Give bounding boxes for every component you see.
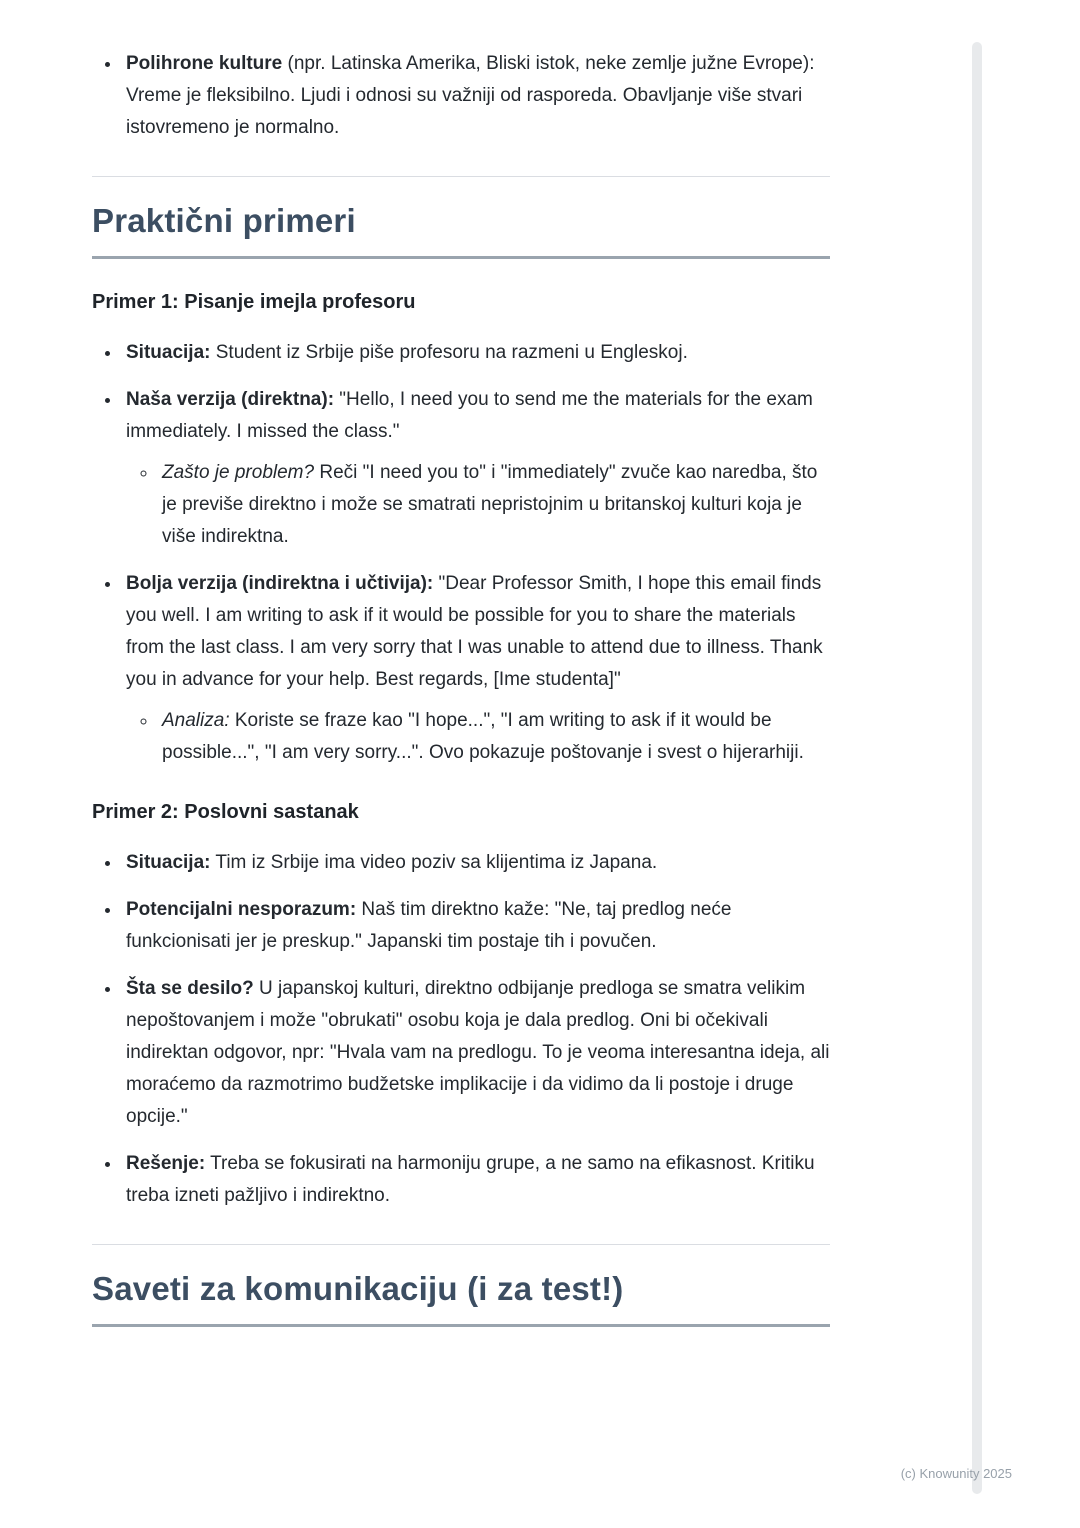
bullet-text: "Hello, I need you to send me the materials for the exam immediately. I missed the class."	[126, 389, 813, 442]
list-item	[122, 48, 830, 144]
bullet-lead: Naša verzija (direktna):	[126, 389, 335, 410]
section-title-prakticni-primeri: Praktični primeri	[92, 201, 830, 259]
bullet-lead: Šta se desilo?	[126, 978, 254, 999]
sub-list	[126, 457, 830, 553]
sub-list	[126, 705, 830, 769]
subheading-primer-1: Primer 1: Pisanje imejla profesoru	[92, 291, 416, 313]
bullet-text: (npr. Latinska Amerika, Bliski istok, neke zemlje južne Evrope): Vreme je fleksibilno. Ljudi i odnosi su važniji od rasporeda. Obavljanje više stvari istovremeno je normalno.	[126, 53, 815, 138]
list-item	[122, 384, 830, 553]
list-item	[122, 1148, 830, 1212]
subheading-primer-2: Primer 2: Poslovni sastanak	[92, 801, 359, 823]
bullet-lead: Situacija:	[126, 342, 211, 363]
bullet-lead: Potencijalni nesporazum:	[126, 899, 357, 920]
bullet-lead: Situacija:	[126, 852, 211, 873]
list-item	[122, 337, 830, 369]
divider	[92, 176, 830, 177]
sub-list-item	[158, 705, 830, 769]
bullet-text: Student iz Srbije piše profesoru na razmeni u Engleskoj.	[210, 342, 688, 363]
scrollbar-thumb[interactable]	[972, 42, 982, 1494]
section-title-saveti: Saveti za komunikaciju (i za test!)	[92, 1269, 830, 1327]
bullet-text: Naš tim direktno kaže: "Ne, taj predlog neće funkcionisati jer je preskup." Japanski tim postaje tih i povučen.	[126, 899, 732, 952]
list-item	[122, 894, 830, 958]
sub-bullet-text: Reči "I need you to" i "immediately" zvuče kao naredba, što je previše direktno i može se smatrati nepristojnim u britanskoj kulturi koja je više indirektna.	[162, 462, 818, 547]
divider	[92, 1244, 830, 1245]
sub-bullet-text: Koriste se fraze kao "I hope...", "I am writing to ask if it would be possible...", "I am very sorry...". Ovo pokazuje poštovanje i svest o hijerarhiji.	[162, 710, 804, 763]
bullet-text: "Dear Professor Smith, I hope this email finds you well. I am writing to ask if it would be possible for you to share the materials from the last class. I am very sorry that I was unable to attend due to illness. Thank you in advance for your help. Best regards, [Ime studenta]"	[126, 573, 823, 690]
sub-bullet-lead: Zašto je problem?	[162, 462, 315, 483]
document-content	[92, 48, 830, 1327]
primer1-list	[92, 337, 830, 769]
bullet-text: U japanskoj kulturi, direktno odbijanje predloga se smatra velikim nepoštovanjem i može "obrukati" osobu koja je dala predlog. Oni bi očekivali indirektan odgovor, npr: "Hvala vam na predlogu. To je veoma interesantna ideja, ali moraćemo da razmotrimo budžetske implikacije i da vidimo da li postoje i druge opcije."	[126, 978, 830, 1127]
list-item	[122, 847, 830, 879]
sub-list-item	[158, 457, 830, 553]
list-item	[122, 973, 830, 1133]
intro-list	[92, 48, 830, 144]
sub-bullet-lead: Analiza:	[162, 710, 230, 731]
bullet-lead: Bolja verzija (indirektna i učtivija):	[126, 573, 434, 594]
bullet-text: Tim iz Srbije ima video poziv sa klijentima iz Japana.	[210, 852, 658, 873]
primer2-list	[92, 847, 830, 1212]
bullet-lead: Rešenje:	[126, 1153, 206, 1174]
watermark: (c) Knowunity 2025	[900, 1466, 1012, 1481]
bullet-text: Treba se fokusirati na harmoniju grupe, a ne samo na efikasnost. Kritiku treba izneti pažljivo i indirektno.	[126, 1153, 815, 1206]
list-item	[122, 568, 830, 769]
bullet-lead: Polihrone kulture	[126, 53, 283, 74]
